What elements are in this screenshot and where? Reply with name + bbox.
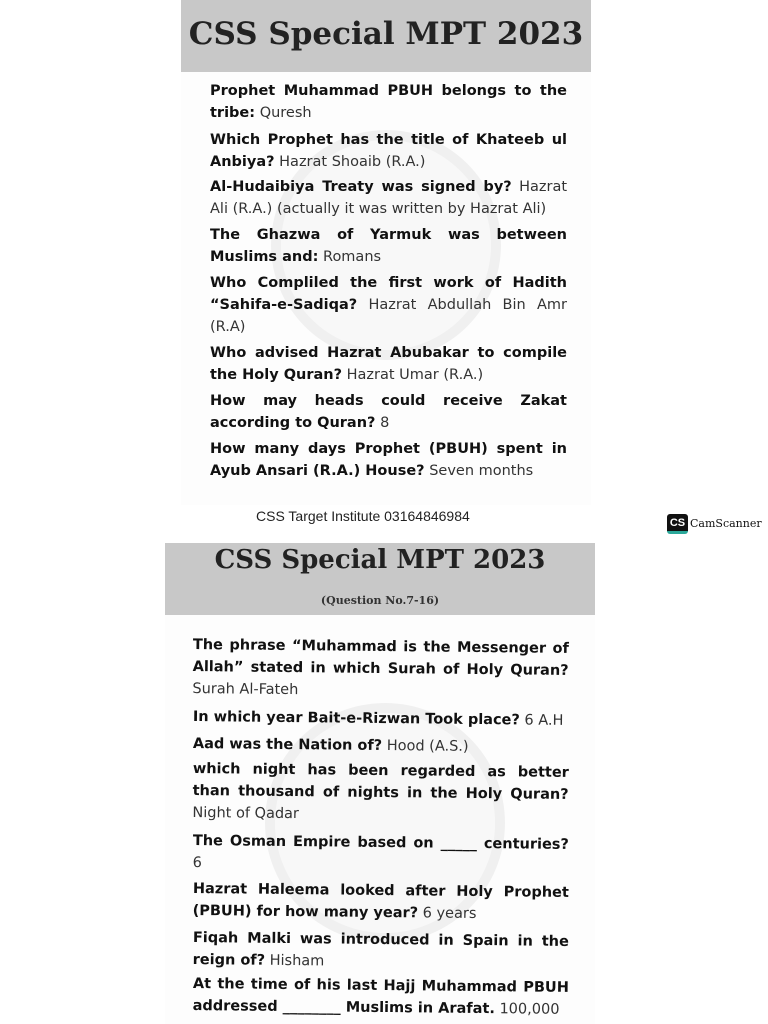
- answer-text: 8: [380, 415, 390, 431]
- answer-text: 6 A.H: [524, 712, 564, 729]
- page-1-title: CSS Special MPT 2023: [188, 16, 584, 52]
- qa-item-3: [210, 176, 567, 220]
- answer-text: Hazrat Shoaib (R.A.): [279, 154, 426, 170]
- answer-text: Hazrat Abdullah Bin Amr (R.A): [210, 297, 567, 335]
- question-text: Fiqah Malki was introduced in Spain in the reign of?: [192, 929, 569, 969]
- answer-text: Hazrat Ali (R.A.) (actually it was written by Hazrat Ali): [210, 179, 568, 217]
- answer-text: Hazrat Umar (R.A.): [346, 367, 484, 383]
- page-2-title: CSS Special MPT 2023: [214, 545, 546, 575]
- question-text: Who advised Hazrat Abubakar to compile the Holy Quran?: [210, 345, 567, 383]
- qa-item-7: [210, 390, 567, 434]
- answer-text: Seven months: [429, 463, 534, 479]
- qa-item-14: [193, 878, 569, 926]
- footer-institute-contact: CSS Target Institute 03164846984: [256, 508, 470, 524]
- qa-item-15: [193, 927, 569, 975]
- qa-item-9: [192, 634, 569, 704]
- answer-text: Surah Al-Fateh: [192, 680, 299, 699]
- camscanner-label: CamScanner: [690, 517, 762, 530]
- question-text: Al-Hudaibiya Treaty was signed by?: [210, 179, 512, 195]
- answer-text: Hisham: [269, 952, 325, 970]
- answer-text: 6 years: [422, 905, 477, 922]
- page-1-header-banner: [181, 0, 591, 72]
- qa-item-5: [210, 272, 567, 338]
- qa-item-2: [210, 129, 567, 173]
- qa-item-8: [210, 438, 567, 482]
- question-text: Prophet Muhammad PBUH belongs to the tribe:: [210, 83, 567, 121]
- question-text: Aad was the Nation of?: [192, 735, 383, 754]
- qa-item-6: [210, 342, 567, 386]
- question-text: How many days Prophet (PBUH) spent in Ayub Ansari (R.A.) House?: [210, 441, 567, 479]
- question-text: At the time of his last Hajj Muhammad PBUH addressed ________ Muslims in Arafat.: [192, 975, 569, 1018]
- qa-item-10: [193, 706, 569, 732]
- question-text: In which year Bait-e-Rizwan Took place?: [192, 708, 520, 729]
- question-text: Who Compliled the first work of Hadith “Sahifa-e-Sadiqa?: [210, 275, 567, 313]
- qa-item-11: [193, 733, 569, 759]
- qa-item-13: [193, 830, 569, 878]
- question-text: Hazrat Haleema looked after Holy Prophet (PBUH) for how many year?: [192, 880, 569, 922]
- page-2-header-banner: [165, 543, 595, 615]
- qa-item-16: [193, 973, 569, 1021]
- qa-item-1: [210, 80, 567, 124]
- question-text: Which Prophet has the title of Khateeb ul Anbiya?: [210, 132, 567, 170]
- question-text: The Ghazwa of Yarmuk was between Muslims and:: [210, 227, 567, 265]
- qa-item-12: [192, 758, 569, 828]
- answer-text: Hood (A.S.): [386, 738, 469, 755]
- answer-text: Night of Qadar: [192, 804, 300, 823]
- question-text: which night has been regarded as better than thousand of nights in the Holy Quran?: [192, 760, 569, 803]
- answer-text: Quresh: [259, 105, 312, 121]
- question-text: How may heads could receive Zakat according to Quran?: [210, 393, 567, 431]
- question-text: The Osman Empire based on _____ centuries?: [192, 832, 569, 853]
- answer-text: Romans: [323, 249, 382, 265]
- answer-text: 6: [192, 854, 202, 872]
- page-2-subtitle: (Question No.7-16): [320, 594, 440, 607]
- camscanner-logo-icon: CS: [667, 514, 688, 534]
- qa-item-4: [210, 224, 567, 268]
- answer-text: 100,000: [499, 1001, 560, 1018]
- question-text: The phrase “Muhammad is the Messenger of Allah” stated in which Surah of Holy Quran?: [192, 636, 569, 679]
